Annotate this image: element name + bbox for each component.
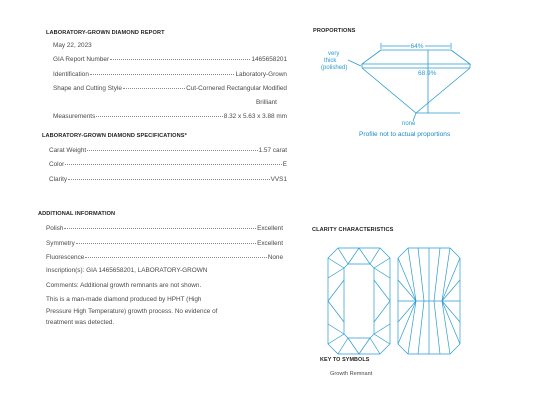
girdle-pointer [348,60,361,66]
key-title: KEY TO SYMBOLS [320,357,370,363]
report-date: May 22, 2023 [53,42,92,49]
crown-view [328,248,390,354]
report-title: LABORATORY-GROWN DIAMOND REPORT [46,30,165,36]
leader-dots [85,257,266,258]
specs-title: LABORATORY-GROWN DIAMOND SPECIFICATIONS* [42,133,187,139]
leader-dots [65,164,281,165]
leader-dots [64,228,256,229]
field-label: GIA Report Number [53,56,110,63]
field-value: E [282,161,287,168]
proportions-title: PROPORTIONS [313,28,356,34]
field-value: VVS1 [270,176,287,183]
girdle-label-line: thick [324,58,337,64]
leader-dots [90,74,235,75]
table-pct: 64% [410,43,424,50]
note-line: Pressure High Temperature) growth process. No evidence of [46,307,218,315]
field-label: Fluorescence [46,254,85,261]
proportions-caption: Profile not to actual proportions [359,131,451,138]
field-symmetry [46,241,283,247]
inscription: Inscription(s): GIA 1465658201, LABORATORY-GROWN [46,267,208,274]
field-label: Symmetry [46,240,75,247]
field-label: Measurements [53,113,96,120]
girdle-label-line: very [328,51,340,57]
field-carat [49,148,287,154]
field-value: 1465658201 [251,56,287,63]
field-value: 8.32 x 5.63 x 3.88 mm [223,113,287,120]
field-value: Laboratory-Grown [235,71,287,78]
leader-dots [110,59,250,60]
leader-dots [123,88,185,89]
culet-pointer [413,113,416,121]
leader-dots [76,243,256,244]
proportions-diagram [310,34,500,144]
field-value: 1.57 carat [258,147,287,154]
culet-label: none [402,121,416,127]
field-measurements [53,114,287,120]
girdle-label-line: (polished) [321,65,348,71]
field-shape-cut [53,86,287,92]
table-facet [344,264,374,338]
depth-pct: 68.9% [418,70,437,77]
leader-dots [87,150,257,151]
field-label: Identification [53,71,89,78]
field-value: Excellent [257,240,283,247]
field-color [49,162,287,168]
shape-continuation: Brilliant [256,99,277,106]
leader-dots [68,179,270,180]
field-value: None [267,254,283,261]
field-label: Polish [46,225,64,232]
field-label: Color [49,161,65,168]
field-identification [53,72,287,78]
key-item: Growth Remnant [330,371,373,377]
pavilion-outline [362,68,470,113]
note-line: treatment was detected. [46,319,115,326]
field-fluorescence [46,255,283,261]
pavilion-view [398,248,460,354]
note-line: This is a man-made diamond produced by HPHT (High [46,296,202,303]
leader-dots [96,116,222,117]
comments: Comments: Additional growth remnants are not shown. [46,282,202,289]
additional-title: ADDITIONAL INFORMATION [38,211,116,217]
field-value: Excellent [257,225,283,232]
treatment-note [46,294,286,329]
field-value: Cut-Cornered Rectangular Modified [186,85,287,92]
field-clarity [49,177,287,183]
field-report-number [53,57,287,63]
crown-outline [362,50,470,64]
field-label: Shape and Cutting Style [53,85,122,92]
clarity-plot [320,240,480,360]
field-label: Carat Weight [49,147,87,154]
field-polish [46,226,283,232]
field-label: Clarity [49,176,68,183]
clarity-title: CLARITY CHARACTERISTICS [312,227,394,233]
